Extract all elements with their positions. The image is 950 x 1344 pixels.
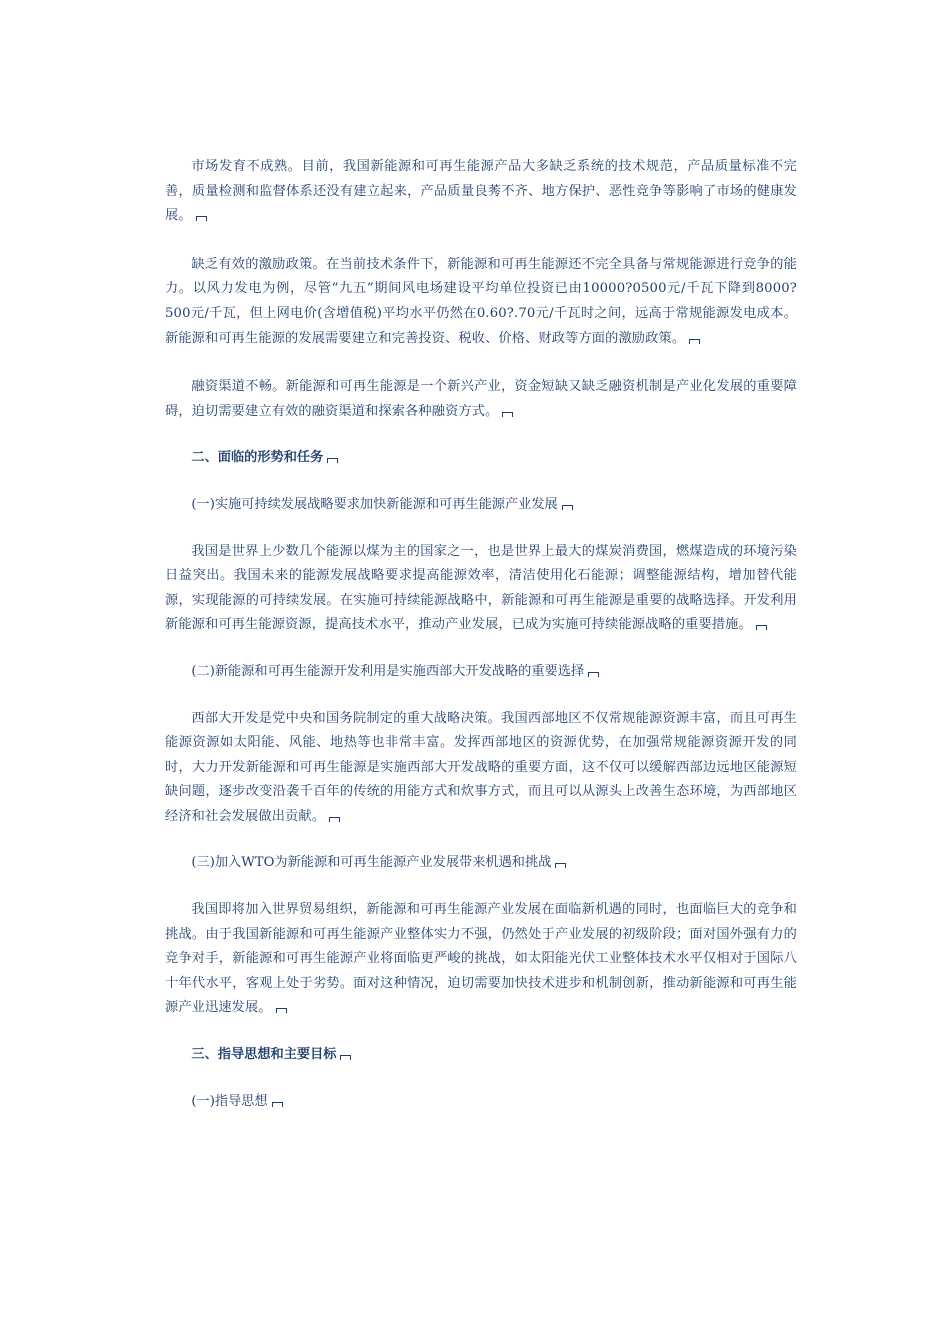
- paragraph-mark-icon: [196, 216, 207, 221]
- paragraph-financing-channels: 融资渠道不畅。新能源和可再生能源是一个新兴产业，资金短缺又缺乏融资机制是产业化发展的重要障碍，迫切需要建立有效的融资渠道和探索各种融资方式。: [165, 379, 797, 419]
- paragraph-mark-icon: [562, 505, 573, 510]
- subheading-guiding-ideology: (一)指导思想: [165, 1090, 797, 1115]
- paragraph-mark-icon: [588, 672, 599, 677]
- paragraph-mark-icon: [555, 863, 566, 868]
- paragraph-mark-icon: [276, 1008, 287, 1013]
- paragraph-incentive-policy: 缺乏有效的激励政策。在当前技术条件下，新能源和可再生能源还不完全具备与常规能源进行竞争的能力。以风力发电为例，尽管“九五”期间风电场建设平均单位投资已由10000?0500元/千瓦下降到8000?500元/千瓦，但上网电价(含增值税)平均水平仍然在0.60?.70元/千瓦时之间，远高于常规能源发电成本。新能源和可再生能源的发展需要建立和完善投资、税收、价格、财政等方面的激励政策。: [165, 256, 797, 346]
- subheading-western-development: (二)新能源和可再生能源开发利用是实施西部大开发战略的重要选择: [165, 660, 797, 685]
- paragraph-sustainable-development: 我国是世界上少数几个能源以煤为主的国家之一，也是世界上最大的煤炭消费国，燃煤造成的环境污染日益突出。我国未来的能源发展战略要求提高能源效率，清洁使用化石能源；调整能源结构，增加替代能源，实现能源的可持续发展。在实施可持续能源战略中，新能源和可再生能源是重要的战略选择。开发利用新能源和可再生能源资源，提高技术水平，推动产业发展，已成为实施可持续能源战略的重要措施。: [165, 543, 797, 633]
- paragraph-western-development: 西部大开发是党中央和国务院制定的重大战略决策。我国西部地区不仅常规能源资源丰富，而且可再生能源资源如太阳能、风能、地热等也非常丰富。发挥西部地区的资源优势，在加强常规能源资源开发的同时，大力开发新能源和可再生能源是实施西部大开发战略的重要方面，这不仅可以缓解西部边远地区能源短缺问题，逐步改变沿袭千百年的传统的用能方式和炊事方式，而且可以从源头上改善生态环境，为西部地区经济和社会发展做出贡献。: [165, 710, 797, 824]
- paragraph-market-immaturity: 市场发育不成熟。目前，我国新能源和可再生能源产品大多缺乏系统的技术规范，产品质量标准不完善，质量检测和监督体系还没有建立起来，产品质量良莠不齐、地方保护、恶性竞争等影响了市场的健康发展。: [165, 159, 797, 224]
- document-page: [165, 155, 797, 1114]
- subheading-wto-accession: (三)加入WTO为新能源和可再生能源产业发展带来机遇和挑战: [165, 851, 797, 876]
- paragraph-mark-icon: [756, 625, 767, 630]
- paragraph-mark-icon: [327, 458, 338, 463]
- paragraph-mark-icon: [689, 339, 700, 344]
- paragraph-wto-accession: 我国即将加入世界贸易组织，新能源和可再生能源产业发展在面临新机遇的同时，也面临巨大的竞争和挑战。由于我国新能源和可再生能源产业整体实力不强，仍然处于产业发展的初级阶段；面对国外强有力的竞争对手，新能源和可再生能源产业将面临更严峻的挑战，如太阳能光伏工业整体技术水平仅相对于国际八十年代水平，客观上处于劣势。面对这种情况，迫切需要加快技术进步和机制创新，推动新能源和可再生能源产业迅速发展。: [165, 902, 797, 1016]
- section-heading-situation-and-tasks: 二、面临的形势和任务: [165, 446, 797, 471]
- subheading-sustainable-development: (一)实施可持续发展战略要求加快新能源和可再生能源产业发展: [165, 493, 797, 518]
- section-heading-guiding-ideology: 三、指导思想和主要目标: [165, 1043, 797, 1068]
- paragraph-mark-icon: [340, 1055, 351, 1060]
- paragraph-mark-icon: [272, 1102, 283, 1107]
- paragraph-mark-icon: [329, 817, 340, 822]
- paragraph-mark-icon: [502, 412, 513, 417]
